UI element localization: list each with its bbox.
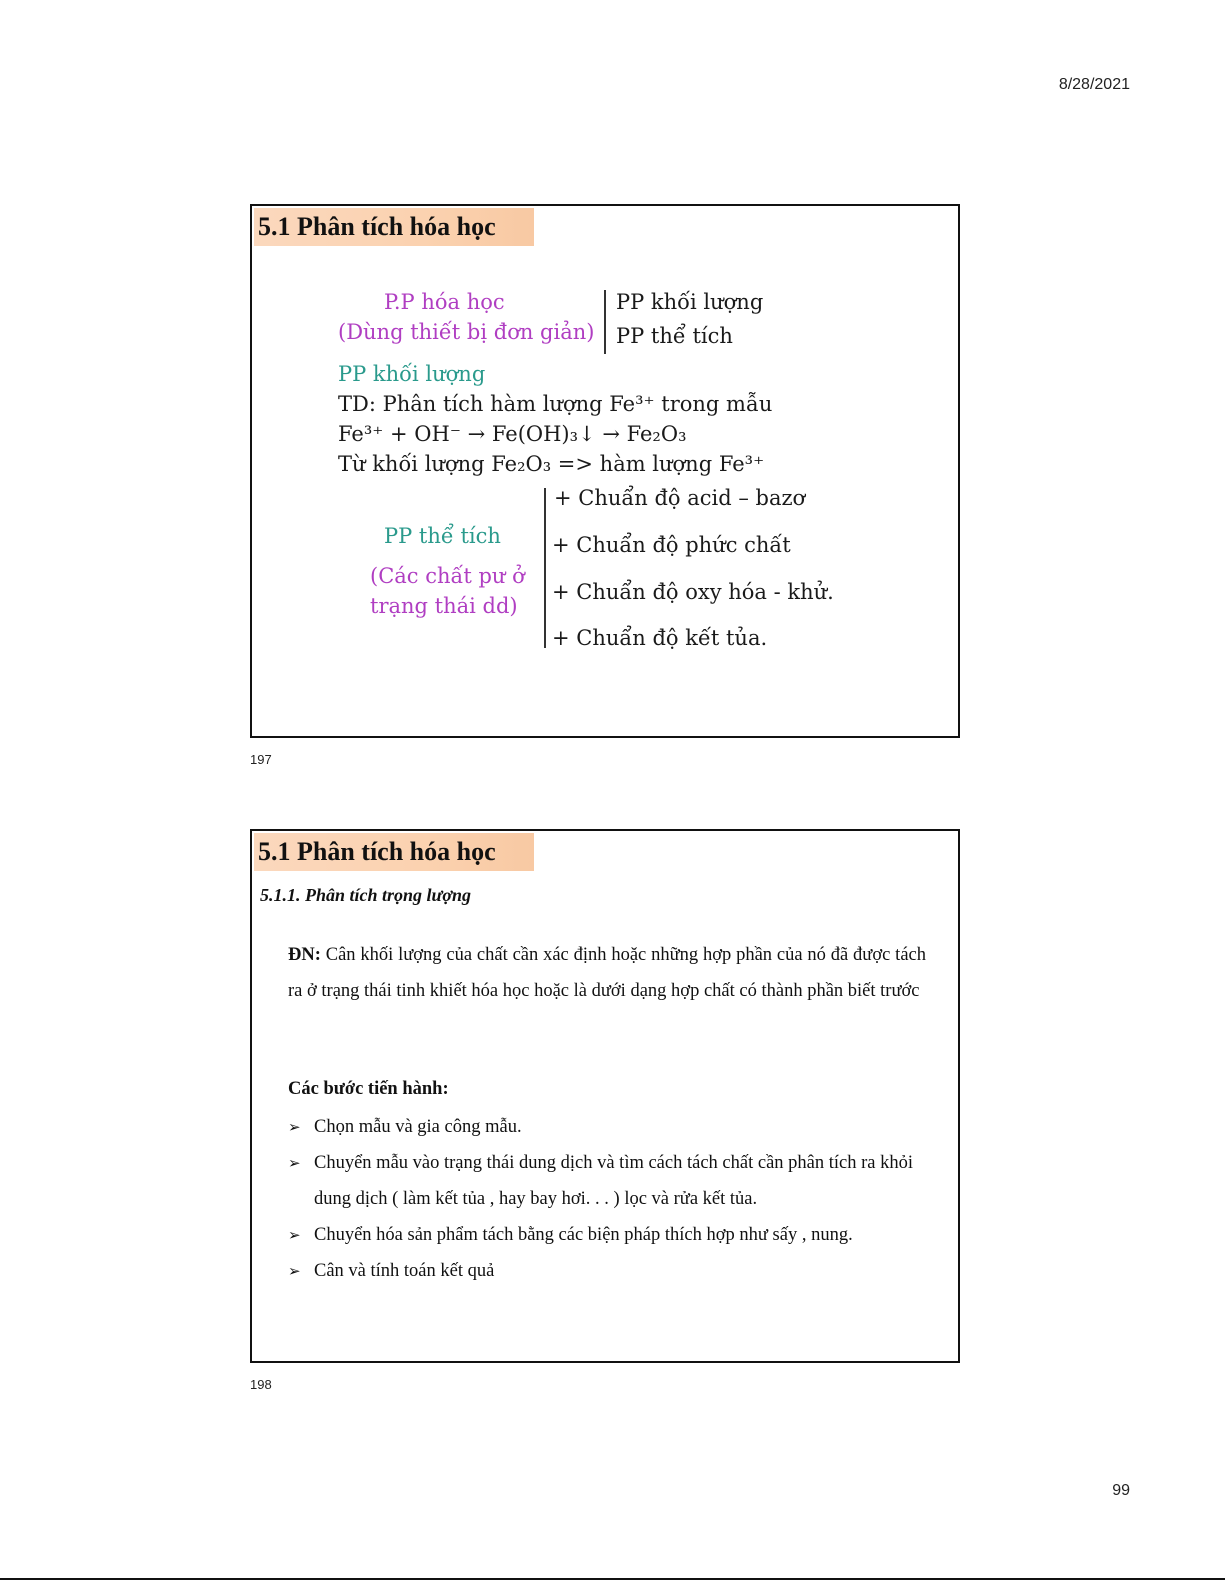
definition-paragraph xyxy=(288,937,926,1009)
step-text: Chọn mẫu và gia công mẫu. xyxy=(314,1117,522,1137)
page-date: 8/28/2021 xyxy=(1058,76,1130,93)
arrowhead-bullet-icon: ➢ xyxy=(288,1118,301,1136)
branch-volume: PP thể tích xyxy=(616,324,733,348)
list-item xyxy=(288,1217,928,1253)
list-item xyxy=(288,1253,928,1289)
bottom-rule xyxy=(0,1578,1225,1580)
titration-precipitation: + Chuẩn độ kết tủa. xyxy=(552,626,768,650)
volume-note-2: trạng thái dd) xyxy=(370,594,518,618)
section-subtitle: 5.1.1. Phân tích trọng lượng xyxy=(260,885,471,905)
mass-heading: PP khối lượng xyxy=(338,362,486,386)
steps-heading: Các bước tiến hành: xyxy=(288,1079,449,1099)
step-text: Chuyển hóa sản phẩm tách bằng các biện pháp thích hợp như sấy , nung. xyxy=(314,1225,853,1245)
arrowhead-bullet-icon: ➢ xyxy=(288,1154,301,1172)
slide-197 xyxy=(250,204,960,738)
titration-complex: + Chuẩn độ phức chất xyxy=(552,533,791,557)
arrowhead-bullet-icon: ➢ xyxy=(288,1226,301,1244)
titration-acid-base: + Chuẩn độ acid – bazơ xyxy=(554,486,806,510)
slide-title: 5.1 Phân tích hóa học xyxy=(254,833,534,871)
chem-method-label: P.P hóa học xyxy=(384,290,505,314)
definition-text: Cân khối lượng của chất cần xác định hoặc những hợp phần của nó đã được tách ra ở trạng thái tinh khiết hóa học hoặc là dưới dạng hợp chất có thành phần biết trước xyxy=(288,945,926,1001)
titration-redox: + Chuẩn độ oxy hóa - khử. xyxy=(552,580,834,604)
step-text: Chuyển mẫu vào trạng thái dung dịch và tìm cách tách chất cần phân tích ra khỏi dung dịch ( làm kết tủa , hay bay hơi. . . ) lọc và rửa kết tủa. xyxy=(314,1153,913,1209)
steps-list xyxy=(288,1109,928,1289)
chem-method-note: (Dùng thiết bị đơn giản) xyxy=(338,320,595,344)
result-line: Từ khối lượng Fe₂O₃ => hàm lượng Fe³⁺ xyxy=(338,452,765,476)
definition-label: ĐN: xyxy=(288,945,321,965)
arrowhead-bullet-icon: ➢ xyxy=(288,1262,301,1280)
list-item xyxy=(288,1145,928,1217)
slide-198 xyxy=(250,829,960,1363)
slide-number: 197 xyxy=(250,752,272,767)
volume-note-1: (Các chất pư ở xyxy=(370,564,525,588)
reaction-line: Fe³⁺ + OH⁻ → Fe(OH)₃↓ → Fe₂O₃ xyxy=(338,422,687,446)
slide-number: 198 xyxy=(250,1377,272,1392)
titration-brace xyxy=(544,488,546,648)
list-item xyxy=(288,1109,928,1145)
example-line: TD: Phân tích hàm lượng Fe³⁺ trong mẫu xyxy=(338,392,773,416)
branch-mass: PP khối lượng xyxy=(616,290,764,314)
slide-title: 5.1 Phân tích hóa học xyxy=(254,208,534,246)
step-text: Cân và tính toán kết quả xyxy=(314,1261,495,1281)
method-brace xyxy=(604,290,606,354)
volume-heading: PP thể tích xyxy=(384,524,501,548)
page-number: 99 xyxy=(1112,1482,1130,1499)
